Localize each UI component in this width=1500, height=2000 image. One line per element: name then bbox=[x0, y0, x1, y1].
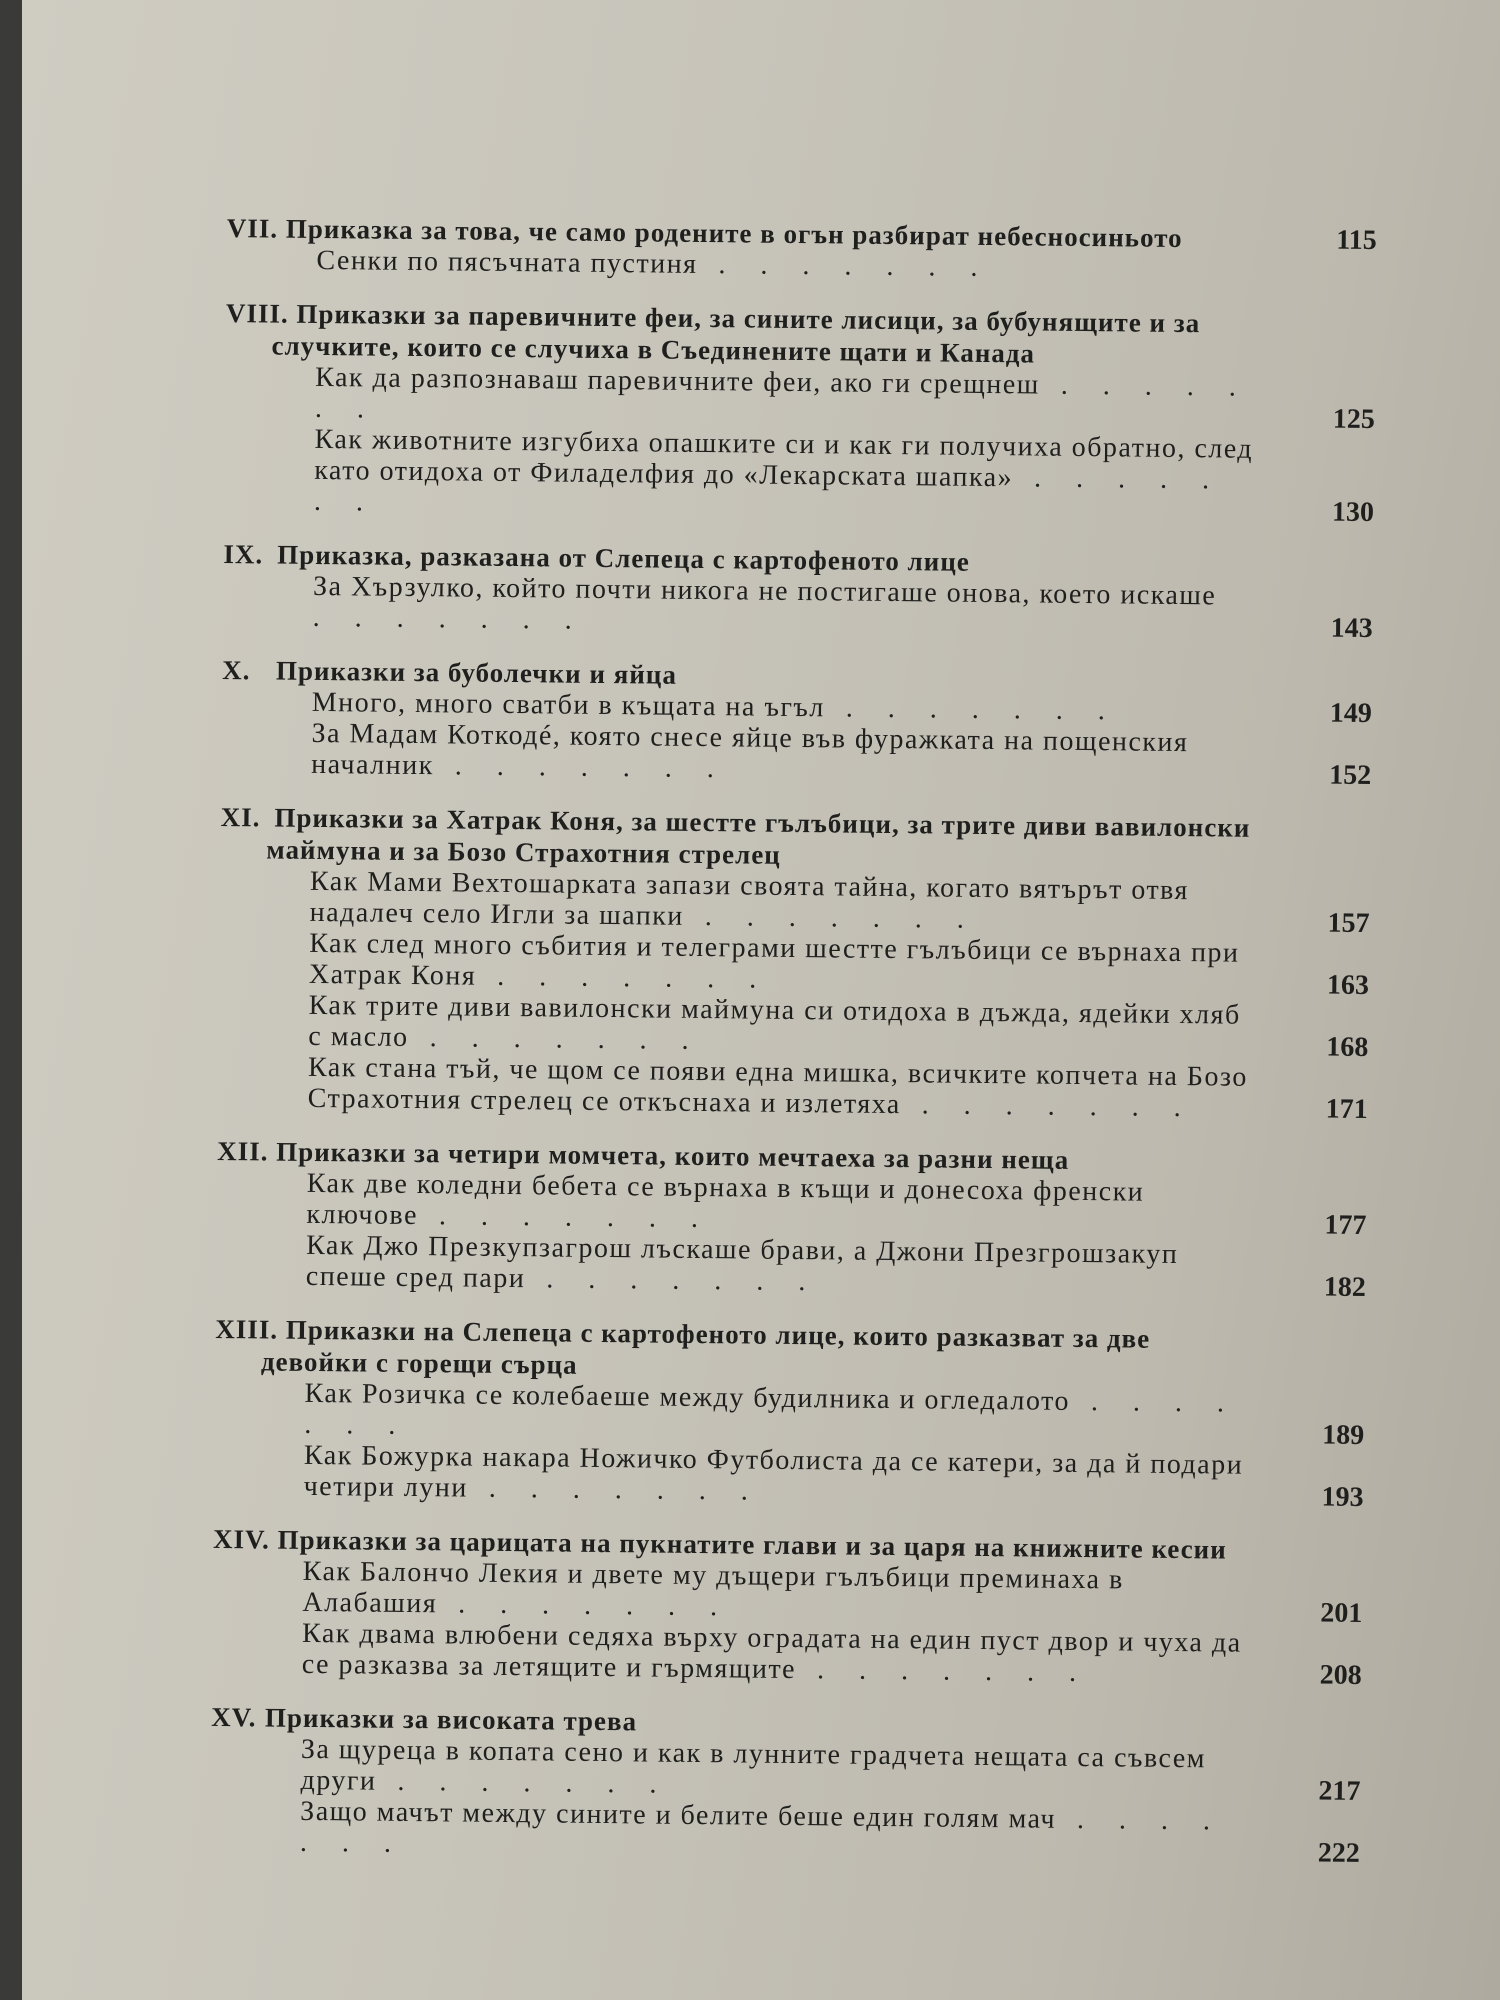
toc-item bbox=[218, 1051, 1369, 1125]
leader-dots: . . . . . . . bbox=[304, 1385, 1239, 1441]
toc-item-title: За Хързулко, който почти никога не постигаше онова, което искаше bbox=[312, 570, 1217, 612]
page-number: 189 bbox=[1322, 1419, 1365, 1451]
toc-item-title: Как трите диви вавилонски маймуна си отидоха в дъжда, ядейки хляб с масло bbox=[308, 989, 1241, 1053]
toc-item-title: Как Мами Вехтошарката запази своята тайна, когато вятърът отвя надалеч село Игли за шапки bbox=[309, 865, 1190, 932]
section-heading bbox=[220, 801, 1371, 877]
section-number: XIV. bbox=[212, 1523, 271, 1555]
toc-section bbox=[216, 1135, 1368, 1303]
book-page bbox=[22, 0, 1500, 2000]
toc-item bbox=[221, 717, 1372, 791]
section-title: Приказки за паревичните феи, за сините лисици, за бубунящите и за случките, които се случиха в Съединените щати и Канада bbox=[271, 298, 1201, 369]
page-number: 217 bbox=[1318, 1775, 1361, 1807]
leader-dots: . . . . . . . bbox=[313, 462, 1224, 518]
leader-dots: . . . . . . . bbox=[683, 900, 979, 935]
toc-item-title: Как след много събития и телеграми шестте гълъбици се върнаха при Хатрак Коня bbox=[308, 927, 1240, 992]
section-title: Приказки за буболечки и яйца bbox=[275, 655, 678, 690]
leader-dots: . . . . . . . bbox=[433, 750, 728, 785]
leader-dots: . . . . . . . bbox=[314, 369, 1250, 425]
toc-section bbox=[223, 538, 1374, 644]
toc-item-title: Как животните изгубиха опашките си и как ги получиха обратно, след като отидоха от Филаделфия до «Лекарската шапка» bbox=[314, 423, 1254, 494]
section-number: XV. bbox=[211, 1701, 257, 1733]
leader-dots: . . . . . . . bbox=[467, 1472, 762, 1507]
toc-section bbox=[212, 1523, 1364, 1691]
page-number: 149 bbox=[1329, 697, 1372, 730]
toc-section bbox=[226, 212, 1377, 287]
toc-item-title: Как да разпознаваш паревичните феи, ако ги срещнеш bbox=[315, 361, 1040, 401]
leader-dots: . . . . . . . bbox=[417, 1200, 713, 1235]
toc-section bbox=[210, 1701, 1362, 1869]
page-number: 163 bbox=[1326, 969, 1370, 1001]
toc-item bbox=[214, 1439, 1365, 1513]
section-heading bbox=[215, 1313, 1366, 1389]
section-title: Приказки за високата трева bbox=[264, 1702, 638, 1737]
toc-item-title: Защо мачът между сините и белите беше един голям мач bbox=[300, 1795, 1057, 1835]
toc-item-title: За Мадам Коткодé, която снесе яйце във фуражката на пощенския началник bbox=[311, 717, 1189, 782]
toc-item bbox=[212, 1617, 1363, 1691]
page-number: 130 bbox=[1331, 496, 1375, 529]
toc-item-title: Как стана тъй, че щом се появи една мишка, всичките копчета на Бозо Страхотния стрелец се откъснаха и излетяха bbox=[307, 1051, 1249, 1121]
section-title: Приказки за четири момчета, които мечтаеха за разни неща bbox=[276, 1136, 1070, 1175]
leader-dots: . . . . . . . bbox=[900, 1089, 1195, 1124]
page-number: 115 bbox=[1336, 224, 1377, 257]
section-heading bbox=[225, 297, 1376, 373]
section-title: Приказки за Хатрак Коня, за шестте гълъбици, за трите диви вавилонски маймуна и за Бозо Страхотния стрелец bbox=[266, 802, 1251, 870]
toc-section bbox=[214, 1313, 1366, 1513]
toc-item bbox=[224, 423, 1375, 528]
leader-dots: . . . . . . . bbox=[312, 601, 586, 636]
toc-section bbox=[224, 297, 1376, 528]
leader-dots: . . . . . . . bbox=[408, 1021, 703, 1057]
leader-dots: . . . . . . . bbox=[525, 1263, 820, 1298]
toc-item-title: Как Балончо Лекия и двете му дъщери гълъбици преминаха в Алабашия bbox=[302, 1555, 1124, 1620]
section-number: VII. bbox=[226, 212, 279, 244]
page-number: 222 bbox=[1317, 1837, 1361, 1869]
leader-dots: . . . . . . . bbox=[376, 1765, 671, 1800]
section-title: Приказки за царицата на пукнатите глави и за царя на книжните кесии bbox=[277, 1524, 1227, 1565]
toc-item-title: Много, много сватби в къщата на ъгъл bbox=[311, 686, 826, 724]
section-number: XIII. bbox=[215, 1313, 279, 1345]
leader-dots: . . . . . . . bbox=[697, 248, 992, 284]
section-title: Приказка, разказана от Слепеца с картофеното лице bbox=[277, 539, 971, 577]
page-number: 171 bbox=[1325, 1093, 1368, 1125]
leader-dots: . . . . . . . bbox=[476, 960, 771, 995]
page-number: 157 bbox=[1327, 907, 1370, 940]
section-number: VIII. bbox=[225, 297, 289, 329]
page-number: 208 bbox=[1319, 1659, 1362, 1691]
toc-item-title: Как Розичка се колебаеше между будилника и огледалото bbox=[304, 1377, 1071, 1417]
section-title: Приказка за това, че само родените в огън разбират небесносиньото bbox=[285, 213, 1183, 254]
toc-item-title: Как Джо Презкупзагрош лъскаше брави, а Джони Презгрошзакуп спеше сред пари bbox=[305, 1229, 1179, 1295]
toc-item-title: Как две коледни бебета се върнаха в къщи и донесоха френски ключове bbox=[306, 1167, 1145, 1232]
page-number: 143 bbox=[1330, 612, 1373, 645]
toc-item bbox=[216, 1229, 1367, 1303]
section-number: XI. bbox=[220, 801, 261, 833]
toc-item bbox=[223, 570, 1374, 644]
toc-item-title: За щуреца в копата сено и как в лунните градчета нещата са съвсем други bbox=[300, 1733, 1207, 1797]
section-number: XII. bbox=[217, 1135, 269, 1167]
section-number: X. bbox=[222, 654, 251, 686]
leader-dots: . . . . . . . bbox=[795, 1654, 1091, 1689]
toc-section bbox=[218, 801, 1371, 1125]
leader-dots: . . . . . . . bbox=[824, 692, 1120, 727]
toc-item-title: Как двама влюбени седяха върху оградата на един пуст двор и чуха да се разказва за летящите и гърмящите bbox=[301, 1617, 1242, 1686]
leader-dots: . . . . . . . bbox=[436, 1588, 732, 1623]
toc-section bbox=[221, 654, 1372, 791]
page-number: 201 bbox=[1320, 1597, 1363, 1629]
page-number: 125 bbox=[1332, 403, 1376, 436]
page-number: 177 bbox=[1324, 1209, 1367, 1241]
toc-item-title: Как Божурка накара Ножичко Футболиста да се катери, за да й подари четири луни bbox=[303, 1439, 1244, 1504]
leader-dots: . . . . . . . bbox=[299, 1803, 1225, 1859]
section-title: Приказки на Слепеца с картофеното лице, които разказват за две девойки с горещи сърца bbox=[260, 1314, 1151, 1380]
page-number: 193 bbox=[1321, 1481, 1364, 1513]
page-number: 152 bbox=[1329, 759, 1372, 792]
section-number: IX. bbox=[223, 538, 264, 570]
table-of-contents bbox=[210, 212, 1377, 1891]
page-number: 168 bbox=[1326, 1031, 1369, 1063]
toc-item-title: Сенки по пясъчната пустиня bbox=[316, 244, 698, 280]
toc-item bbox=[210, 1795, 1361, 1869]
page-number: 182 bbox=[1323, 1271, 1366, 1303]
